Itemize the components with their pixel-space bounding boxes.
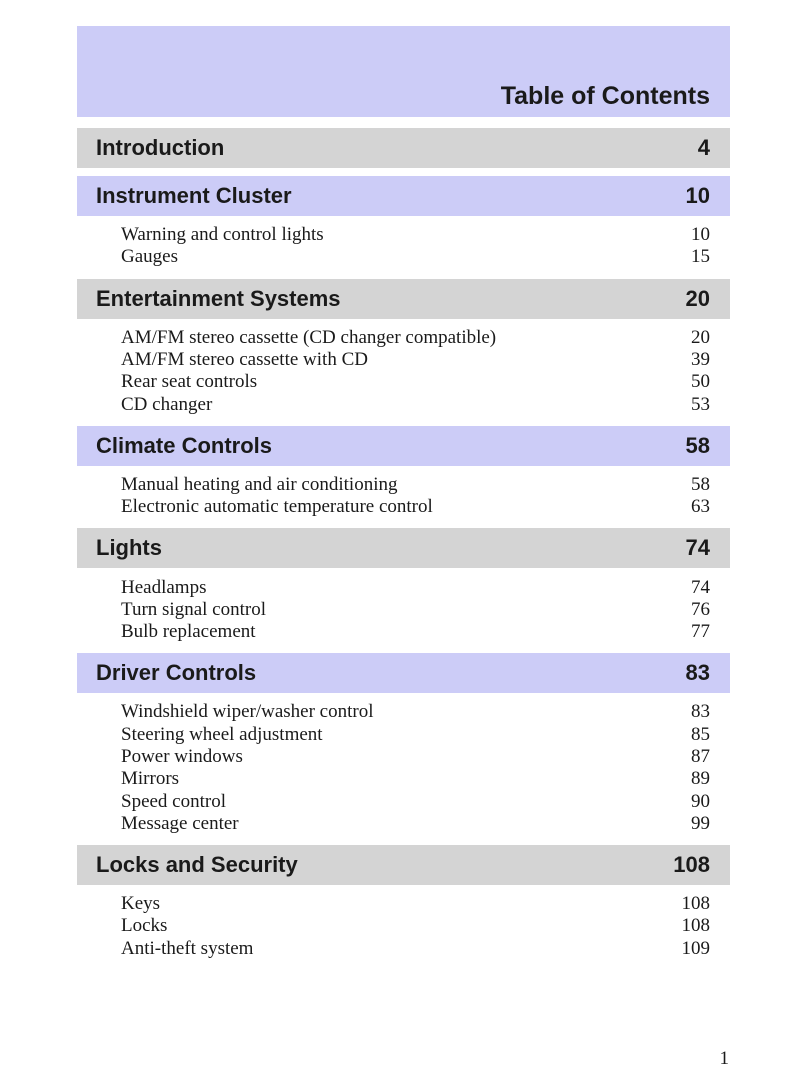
entry-page-number: 83 [691, 701, 710, 723]
toc-entry[interactable] [77, 938, 730, 960]
toc-entry[interactable] [77, 496, 730, 518]
entry-list [77, 568, 730, 645]
entry-page-number: 50 [691, 371, 710, 393]
toc-section [77, 845, 730, 962]
entry-page-number: 58 [691, 473, 710, 495]
section-title: Entertainment Systems [96, 285, 341, 311]
entry-list [77, 216, 730, 271]
section-heading[interactable] [77, 528, 730, 568]
toc-entry[interactable] [77, 224, 730, 246]
section-title: Introduction [96, 135, 225, 160]
entry-list [77, 885, 730, 962]
section-page-number: 58 [685, 432, 710, 458]
entry-label: Warning and control lights [121, 224, 324, 246]
entry-page-number: 20 [691, 326, 710, 348]
toc-section [77, 279, 730, 418]
toc-entry[interactable] [77, 813, 730, 835]
entry-label: Manual heating and air conditioning [121, 473, 398, 495]
section-heading[interactable] [77, 128, 730, 168]
entry-page-number: 89 [691, 768, 710, 790]
section-heading[interactable] [77, 279, 730, 319]
section-title: Climate Controls [96, 432, 273, 458]
table-of-contents [77, 128, 730, 970]
entry-page-number: 53 [691, 393, 710, 415]
entry-label: Steering wheel adjustment [121, 723, 323, 745]
toc-entry[interactable] [77, 474, 730, 496]
entry-page-number: 74 [691, 576, 710, 598]
entry-page-number: 109 [681, 937, 710, 959]
entry-label: Electronic automatic temperature control [121, 496, 433, 518]
section-page-number: 4 [697, 135, 710, 160]
section-page-number: 20 [685, 285, 710, 311]
entry-label: Speed control [121, 790, 227, 812]
section-page-number: 108 [673, 852, 710, 878]
entry-page-number: 15 [691, 246, 710, 268]
entry-page-number: 108 [681, 915, 710, 937]
entry-label: AM/FM stereo cassette (CD changer compatible) [121, 326, 497, 348]
page-title: Table of Contents [500, 82, 710, 110]
entry-label: Turn signal control [121, 598, 266, 620]
entry-page-number: 63 [691, 496, 710, 518]
page-number: 1 [719, 1048, 729, 1069]
entry-label: Locks [121, 915, 168, 937]
section-page-number: 74 [685, 535, 710, 561]
toc-entry[interactable] [77, 724, 730, 746]
section-heading[interactable] [77, 176, 730, 216]
entry-list [77, 466, 730, 521]
entry-label: Bulb replacement [121, 621, 256, 643]
entry-label: Rear seat controls [121, 371, 258, 393]
entry-list [77, 319, 730, 418]
toc-section [77, 128, 730, 168]
toc-entry[interactable] [77, 327, 730, 349]
toc-entry[interactable] [77, 790, 730, 812]
toc-entry[interactable] [77, 893, 730, 915]
entry-list [77, 693, 730, 837]
section-title: Instrument Cluster [96, 183, 292, 208]
entry-page-number: 10 [691, 224, 710, 246]
entry-label: Message center [121, 812, 239, 834]
section-heading[interactable] [77, 653, 730, 693]
section-heading[interactable] [77, 845, 730, 885]
entry-page-number: 39 [691, 349, 710, 371]
entry-page-number: 85 [691, 723, 710, 745]
section-title: Locks and Security [96, 852, 298, 878]
toc-section [77, 426, 730, 521]
toc-entry[interactable] [77, 371, 730, 393]
entry-page-number: 108 [681, 893, 710, 915]
section-page-number: 10 [685, 183, 710, 208]
toc-entry[interactable] [77, 393, 730, 415]
section-title: Driver Controls [96, 660, 257, 686]
toc-section [77, 653, 730, 837]
toc-entry[interactable] [77, 768, 730, 790]
entry-label: Headlamps [121, 576, 207, 598]
entry-label: Anti-theft system [121, 937, 254, 959]
entry-page-number: 87 [691, 746, 710, 767]
toc-entry[interactable] [77, 746, 730, 768]
entry-label: AM/FM stereo cassette with CD [121, 349, 368, 371]
toc-entry[interactable] [77, 621, 730, 643]
entry-page-number: 90 [691, 790, 710, 812]
entry-label: Gauges [121, 246, 178, 268]
toc-entry[interactable] [77, 576, 730, 598]
entry-label: Keys [121, 893, 161, 915]
entry-page-number: 99 [691, 812, 710, 834]
header-band [77, 26, 730, 117]
toc-entry[interactable] [77, 599, 730, 621]
entry-page-number: 77 [691, 621, 710, 643]
section-page-number: 83 [685, 660, 710, 686]
toc-section [77, 176, 730, 271]
toc-entry[interactable] [77, 349, 730, 371]
toc-entry[interactable] [77, 246, 730, 268]
entry-label: CD changer [121, 393, 213, 415]
toc-entry[interactable] [77, 701, 730, 723]
toc-entry[interactable] [77, 915, 730, 937]
toc-section [77, 528, 730, 645]
entry-label: Mirrors [121, 768, 180, 790]
section-title: Lights [96, 535, 162, 561]
entry-page-number: 76 [691, 598, 710, 620]
entry-label: Windshield wiper/washer control [121, 701, 374, 723]
entry-label: Power windows [121, 746, 243, 767]
section-heading[interactable] [77, 426, 730, 466]
